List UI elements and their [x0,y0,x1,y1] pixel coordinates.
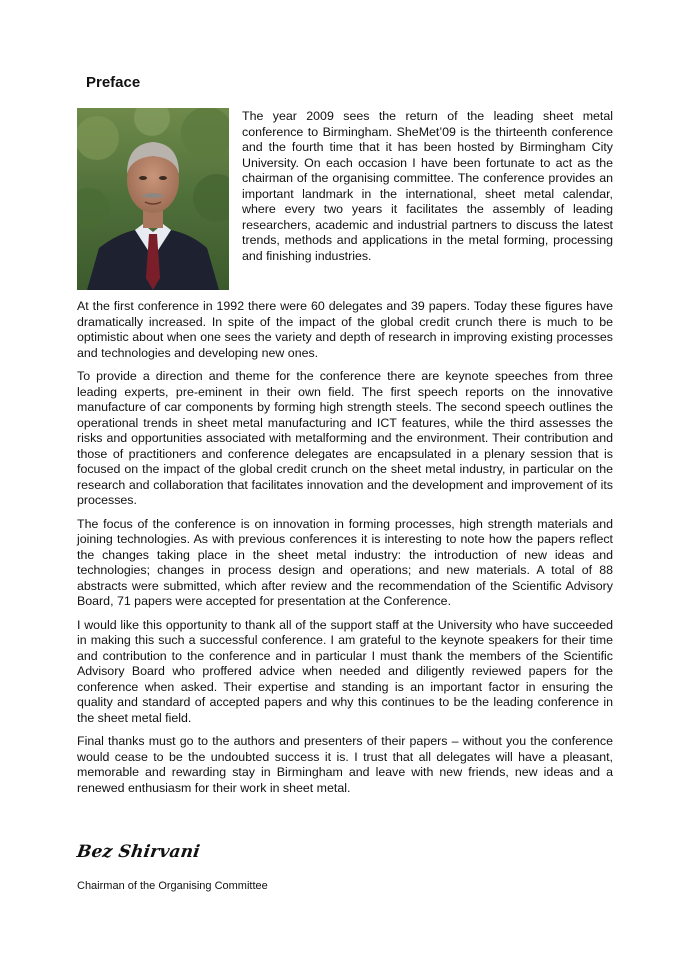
body-text [77,299,613,804]
signer-title: Chairman of the Organising Committee [77,880,268,892]
intro-paragraph: The year 2009 sees the return of the leading sheet metal conference to Birmingham. SheMet’09 is the thirteenth conference and the fourth time that it has been hosted by Birmingham City University. On each occasion I have been fortunate to act as the chairman of the organising committee. The conference provides an important landmark in the international, sheet metal calendar, where every two years it facilitates the assembly of leading researchers, academic and industrial partners to discuss the latest trends, methods and applications in the metal forming, processing and finishing industries. [242,109,613,263]
body-paragraph: I would like this opportunity to thank all of the support staff at the University who have succeeded in making this such a successful conference. I am grateful to the keynote speakers for their time and contribution to the conference and in particular I must thank the members of the Scientific Advisory Board who proffered advice when needed and diligently reviewed papers for the conference when asked. Their expertise and standing is an important factor in ensuring the quality and standard of accepted papers and why this continues to be the leading conference in the sheet metal field. [77,617,613,725]
body-paragraph: At the first conference in 1992 there were 60 delegates and 39 papers. Today these figures have dramatically increased. In spite of the impact of the global credit crunch there is much to be optimistic about when one sees the variety and depth of research in improving existing processes and technologies and developing new ones. [77,299,613,360]
author-photo [77,108,229,290]
body-paragraph: Final thanks must go to the authors and presenters of their papers – without you the conference would cease to be the undoubted success it is. I trust that all delegates will have a pleasant, memorable and rewarding stay in Birmingham and leave with new friends, new ideas and a renewed enthusiasm for their work in sheet metal. [77,734,613,795]
signature: Bez Shirvani [75,842,202,862]
body-paragraph: To provide a direction and theme for the conference there are keynote speeches from three leading experts, pre-eminent in their own field. The first speech reports on the innovative manufacture of car components by forming high strength steels. The second speech outlines the operational trends in sheet metal manufacturing and ICT features, while the third assesses the risks and opportunities associated with metalforming and the environment. Their contribution and those of practitioners and conference delegates are encapsulated in a plenary session that is focused on the impact of the global credit crunch on the sheet metal industry, in particular on the research and collaboration that facilitates innovation and the development and improvement of its processes. [77,369,613,507]
page-title: Preface [86,74,141,91]
body-paragraph: The focus of the conference is on innovation in forming processes, high strength materials and joining technologies. As with previous conferences it is interesting to note how the papers reflect the changes taking place in the sheet metal industry: the introduction of new ideas and technologies; changes in process design and operations; and new materials. A total of 88 abstracts were submitted, which after review and the recommendation of the Scientific Advisory Board, 71 papers were accepted for presentation at the Conference. [77,516,613,608]
